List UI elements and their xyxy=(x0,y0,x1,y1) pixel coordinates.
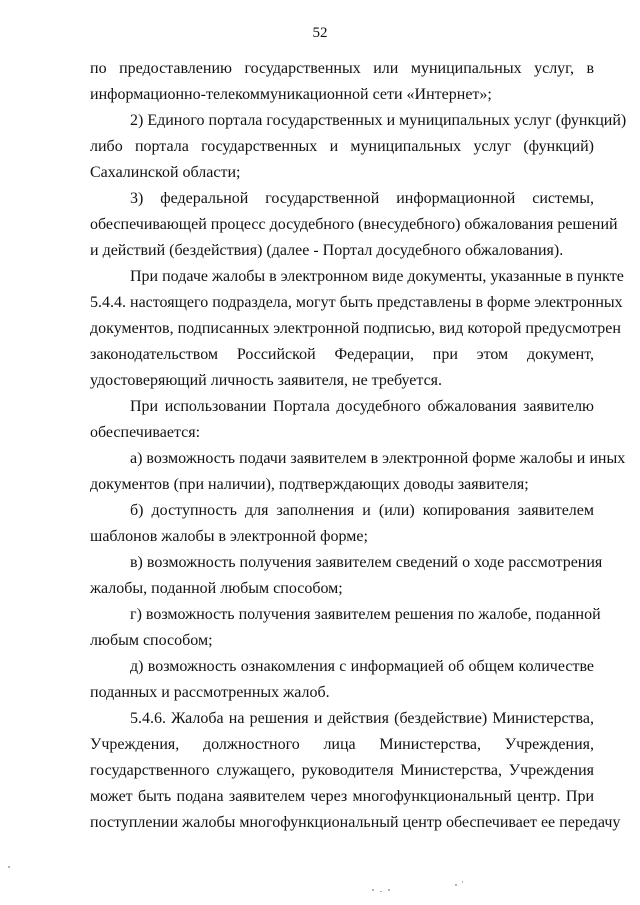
text-line: а) возможность подачи заявителем в электронной форме жалобы и иных xyxy=(130,450,626,467)
scan-speck xyxy=(8,866,10,868)
text-line: документов, подписанных электронной подписью, вид которой предусмотрен xyxy=(90,320,621,337)
text-line: Учреждения, должностного лица Министерства, Учреждения, xyxy=(90,736,594,753)
scan-speck xyxy=(388,889,390,891)
text-line: обеспечивающей процесс досудебного (внесудебного) обжалования решений xyxy=(90,216,618,233)
text-line: либо портала государственных и муниципальных услуг (функций) xyxy=(90,138,594,155)
text-line: удостоверяющий личность заявителя, не требуется. xyxy=(90,372,443,389)
text-line: поступлении жалобы многофункциональный центр обеспечивает ее передачу xyxy=(90,814,621,831)
text-line: информационно-телекоммуникационной сети «Интернет»; xyxy=(90,86,492,103)
text-line: 2) Единого портала государственных и муниципальных услуг (функций) xyxy=(130,112,627,129)
text-line: любым способом; xyxy=(90,632,213,649)
text-line: жалобы, поданной любым способом; xyxy=(90,580,343,597)
text-line: 5.4.4. настоящего подраздела, могут быть представлены в форме электронных xyxy=(90,294,623,311)
text-line: 3) федеральной государственной информационной системы, xyxy=(130,190,594,207)
text-line: 5.4.6. Жалоба на решения и действия (бездействие) Министерства, xyxy=(130,710,594,727)
text-line: законодательством Российской Федерации, при этом документ, xyxy=(90,346,594,363)
text-line: по предоставлению государственных или муниципальных услуг, в xyxy=(90,60,594,77)
scan-speck xyxy=(372,889,374,891)
text-line: Сахалинской области; xyxy=(90,164,241,181)
text-line: г) возможность получения заявителем решения по жалобе, поданной xyxy=(130,606,601,623)
text-line: шаблонов жалобы в электронной форме; xyxy=(90,528,368,545)
text-line: и действий (бездействия) (далее - Портал досудебного обжалования). xyxy=(90,242,564,259)
text-line: может быть подана заявителем через многофункциональный центр. При xyxy=(90,788,594,805)
text-line: поданных и рассмотренных жалоб. xyxy=(90,684,330,701)
text-line: в) возможность получения заявителем сведений о ходе рассмотрения xyxy=(130,554,603,571)
text-line: б) доступность для заполнения и (или) копирования заявителем xyxy=(130,502,594,519)
text-line: При подаче жалобы в электронном виде документы, указанные в пункте xyxy=(130,268,624,285)
scan-speck xyxy=(455,884,457,886)
text-line: д) возможность ознакомления с информацией об общем количестве xyxy=(130,658,594,675)
scan-speck xyxy=(462,881,463,883)
text-line: При использовании Портала досудебного обжалования заявителю xyxy=(130,398,594,415)
text-line: обеспечивается: xyxy=(90,424,201,441)
text-line: государственного служащего, руководителя Министерства, Учреждения xyxy=(90,762,594,779)
scan-speck xyxy=(380,891,382,892)
page-number: 52 xyxy=(312,25,328,41)
text-line: документов (при наличии), подтверждающих доводы заявителя; xyxy=(90,476,529,493)
